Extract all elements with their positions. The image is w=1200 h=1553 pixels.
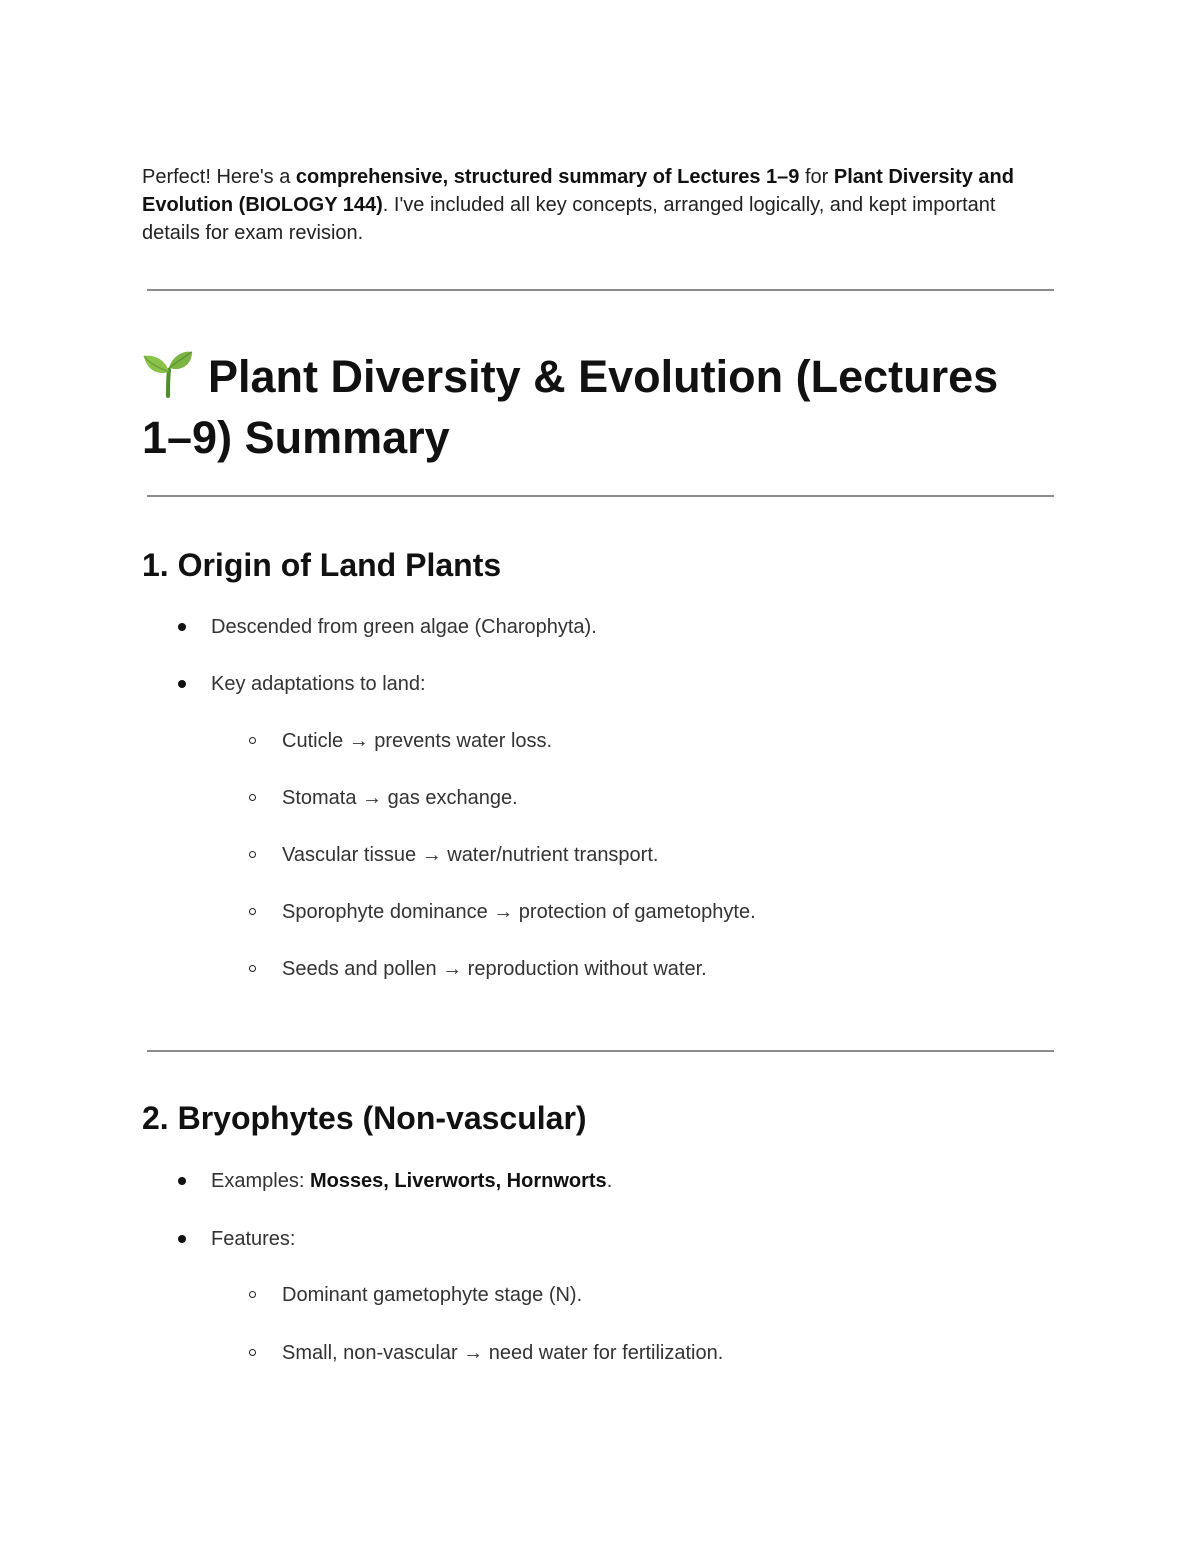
bullet-circle-icon (249, 1291, 256, 1298)
divider-2 (147, 495, 1054, 497)
section-1-heading: 1. Origin of Land Plants (142, 547, 502, 583)
list-item (211, 1167, 612, 1195)
examples-bold: Mosses, Liverworts, Hornworts (309, 1170, 607, 1192)
bullet-circle-icon (249, 908, 256, 915)
sub-list-item: Cuticle → prevents water loss. (282, 730, 553, 752)
bullet-circle-icon (249, 794, 256, 801)
intro-bold-1: comprehensive, structured summary of Lectures 1–9 (295, 166, 800, 188)
bullet-circle-icon (249, 1349, 256, 1356)
list-item: Descended from green algae (Charophyta). (211, 616, 597, 638)
sub-list-item: Stomata → gas exchange. (282, 787, 518, 809)
page-title (142, 346, 1057, 468)
list-item: Key adaptations to land: (211, 673, 426, 695)
divider-1 (147, 289, 1054, 291)
bullet-disc-icon (178, 623, 186, 631)
divider-3 (147, 1050, 1054, 1052)
section-2-heading: 2. Bryophytes (Non-vascular) (142, 1100, 587, 1136)
bullet-circle-icon (249, 737, 256, 744)
sub-list-item: Vascular tissue → water/nutrient transport. (282, 844, 659, 866)
bullet-disc-icon (178, 1235, 186, 1243)
bullet-disc-icon (178, 680, 186, 688)
intro-paragraph (142, 163, 1057, 247)
sub-list-item: Sporophyte dominance → protection of gametophyte. (282, 901, 756, 923)
list-item: Features: (211, 1228, 296, 1250)
intro-text-1: Perfect! Here's a (142, 166, 296, 188)
bullet-circle-icon (249, 965, 256, 972)
sub-list-item: Seeds and pollen → reproduction without water. (282, 958, 707, 980)
examples-suffix: . (606, 1170, 613, 1192)
examples-label: Examples: (211, 1170, 310, 1192)
intro-bold-2: Plant Diversity and Evolution (BIOLOGY 144) (142, 166, 1014, 216)
bullet-disc-icon (178, 1177, 186, 1185)
sub-list-item: Small, non-vascular → need water for fertilization. (282, 1342, 724, 1364)
bullet-circle-icon (249, 851, 256, 858)
page-title-text: Plant Diversity & Evolution (Lectures 1–9) Summary (142, 351, 999, 463)
intro-text-2: for (799, 166, 834, 188)
sprout-icon (142, 350, 194, 398)
intro-text-3: . I've included all key concepts, arranged logically, and kept important details for exam revision. (142, 194, 996, 244)
sub-list-item: Dominant gametophyte stage (N). (282, 1284, 583, 1306)
